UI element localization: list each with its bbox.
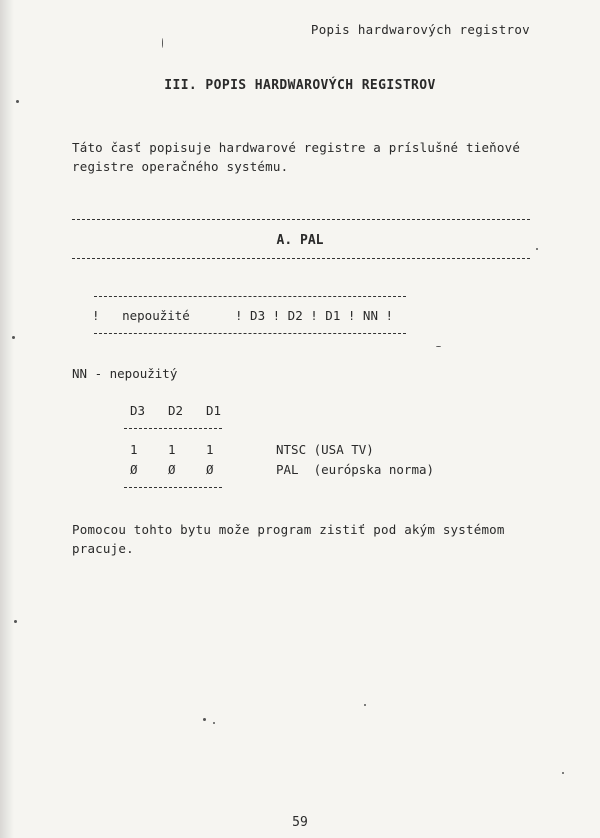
scan-speck <box>16 100 19 103</box>
running-header: Popis hardwarových registrov <box>310 22 530 37</box>
header-d2: D2 <box>168 403 184 418</box>
scan-speck <box>203 718 206 721</box>
table-row <box>130 462 244 477</box>
row-description: PAL (európska norma) <box>276 462 435 477</box>
scan-speck <box>436 346 441 347</box>
bit-table-divider-top <box>124 428 222 429</box>
scan-speck <box>12 336 15 339</box>
page-number: 59 <box>292 815 308 830</box>
register-layout-row: ! nepoužité ! D3 ! D2 ! D1 ! NN ! <box>92 308 394 323</box>
chapter-title: III. POPIS HARDWAROVÝCH REGISTROV <box>164 78 436 93</box>
register-border-bottom <box>94 333 406 334</box>
header-d1: D1 <box>206 403 222 418</box>
scan-speck <box>562 772 564 774</box>
bit-d1: 1 <box>206 442 214 457</box>
section-divider-top <box>72 219 530 220</box>
bit-d3: 1 <box>130 442 138 457</box>
scan-edge-shadow <box>0 0 14 838</box>
nn-footnote: NN - nepoužitý <box>72 366 178 381</box>
register-border-top <box>94 296 406 297</box>
bit-d3: Ø <box>130 462 138 477</box>
header-d3: D3 <box>130 403 146 418</box>
bit-d1: Ø <box>206 462 214 477</box>
scan-speck <box>213 722 215 724</box>
closing-paragraph: Pomocou tohto bytu može program zistiť pod akým systémom pracuje. <box>72 522 505 556</box>
section-title: A. PAL <box>276 233 324 248</box>
bit-d2: Ø <box>168 462 176 477</box>
row-description: NTSC (USA TV) <box>276 442 374 457</box>
section-divider-bottom <box>72 258 530 259</box>
bit-d2: 1 <box>168 442 176 457</box>
bit-table-header <box>130 403 244 418</box>
scan-speck <box>364 704 366 706</box>
table-row <box>130 442 244 457</box>
intro-paragraph: Táto časť popisuje hardwarové registre a príslušné tieňové registre operačného systému. <box>72 140 521 174</box>
scan-speck <box>162 38 163 48</box>
scan-speck <box>536 248 538 250</box>
scan-speck <box>14 620 17 623</box>
bit-table-divider-bottom <box>124 487 222 488</box>
